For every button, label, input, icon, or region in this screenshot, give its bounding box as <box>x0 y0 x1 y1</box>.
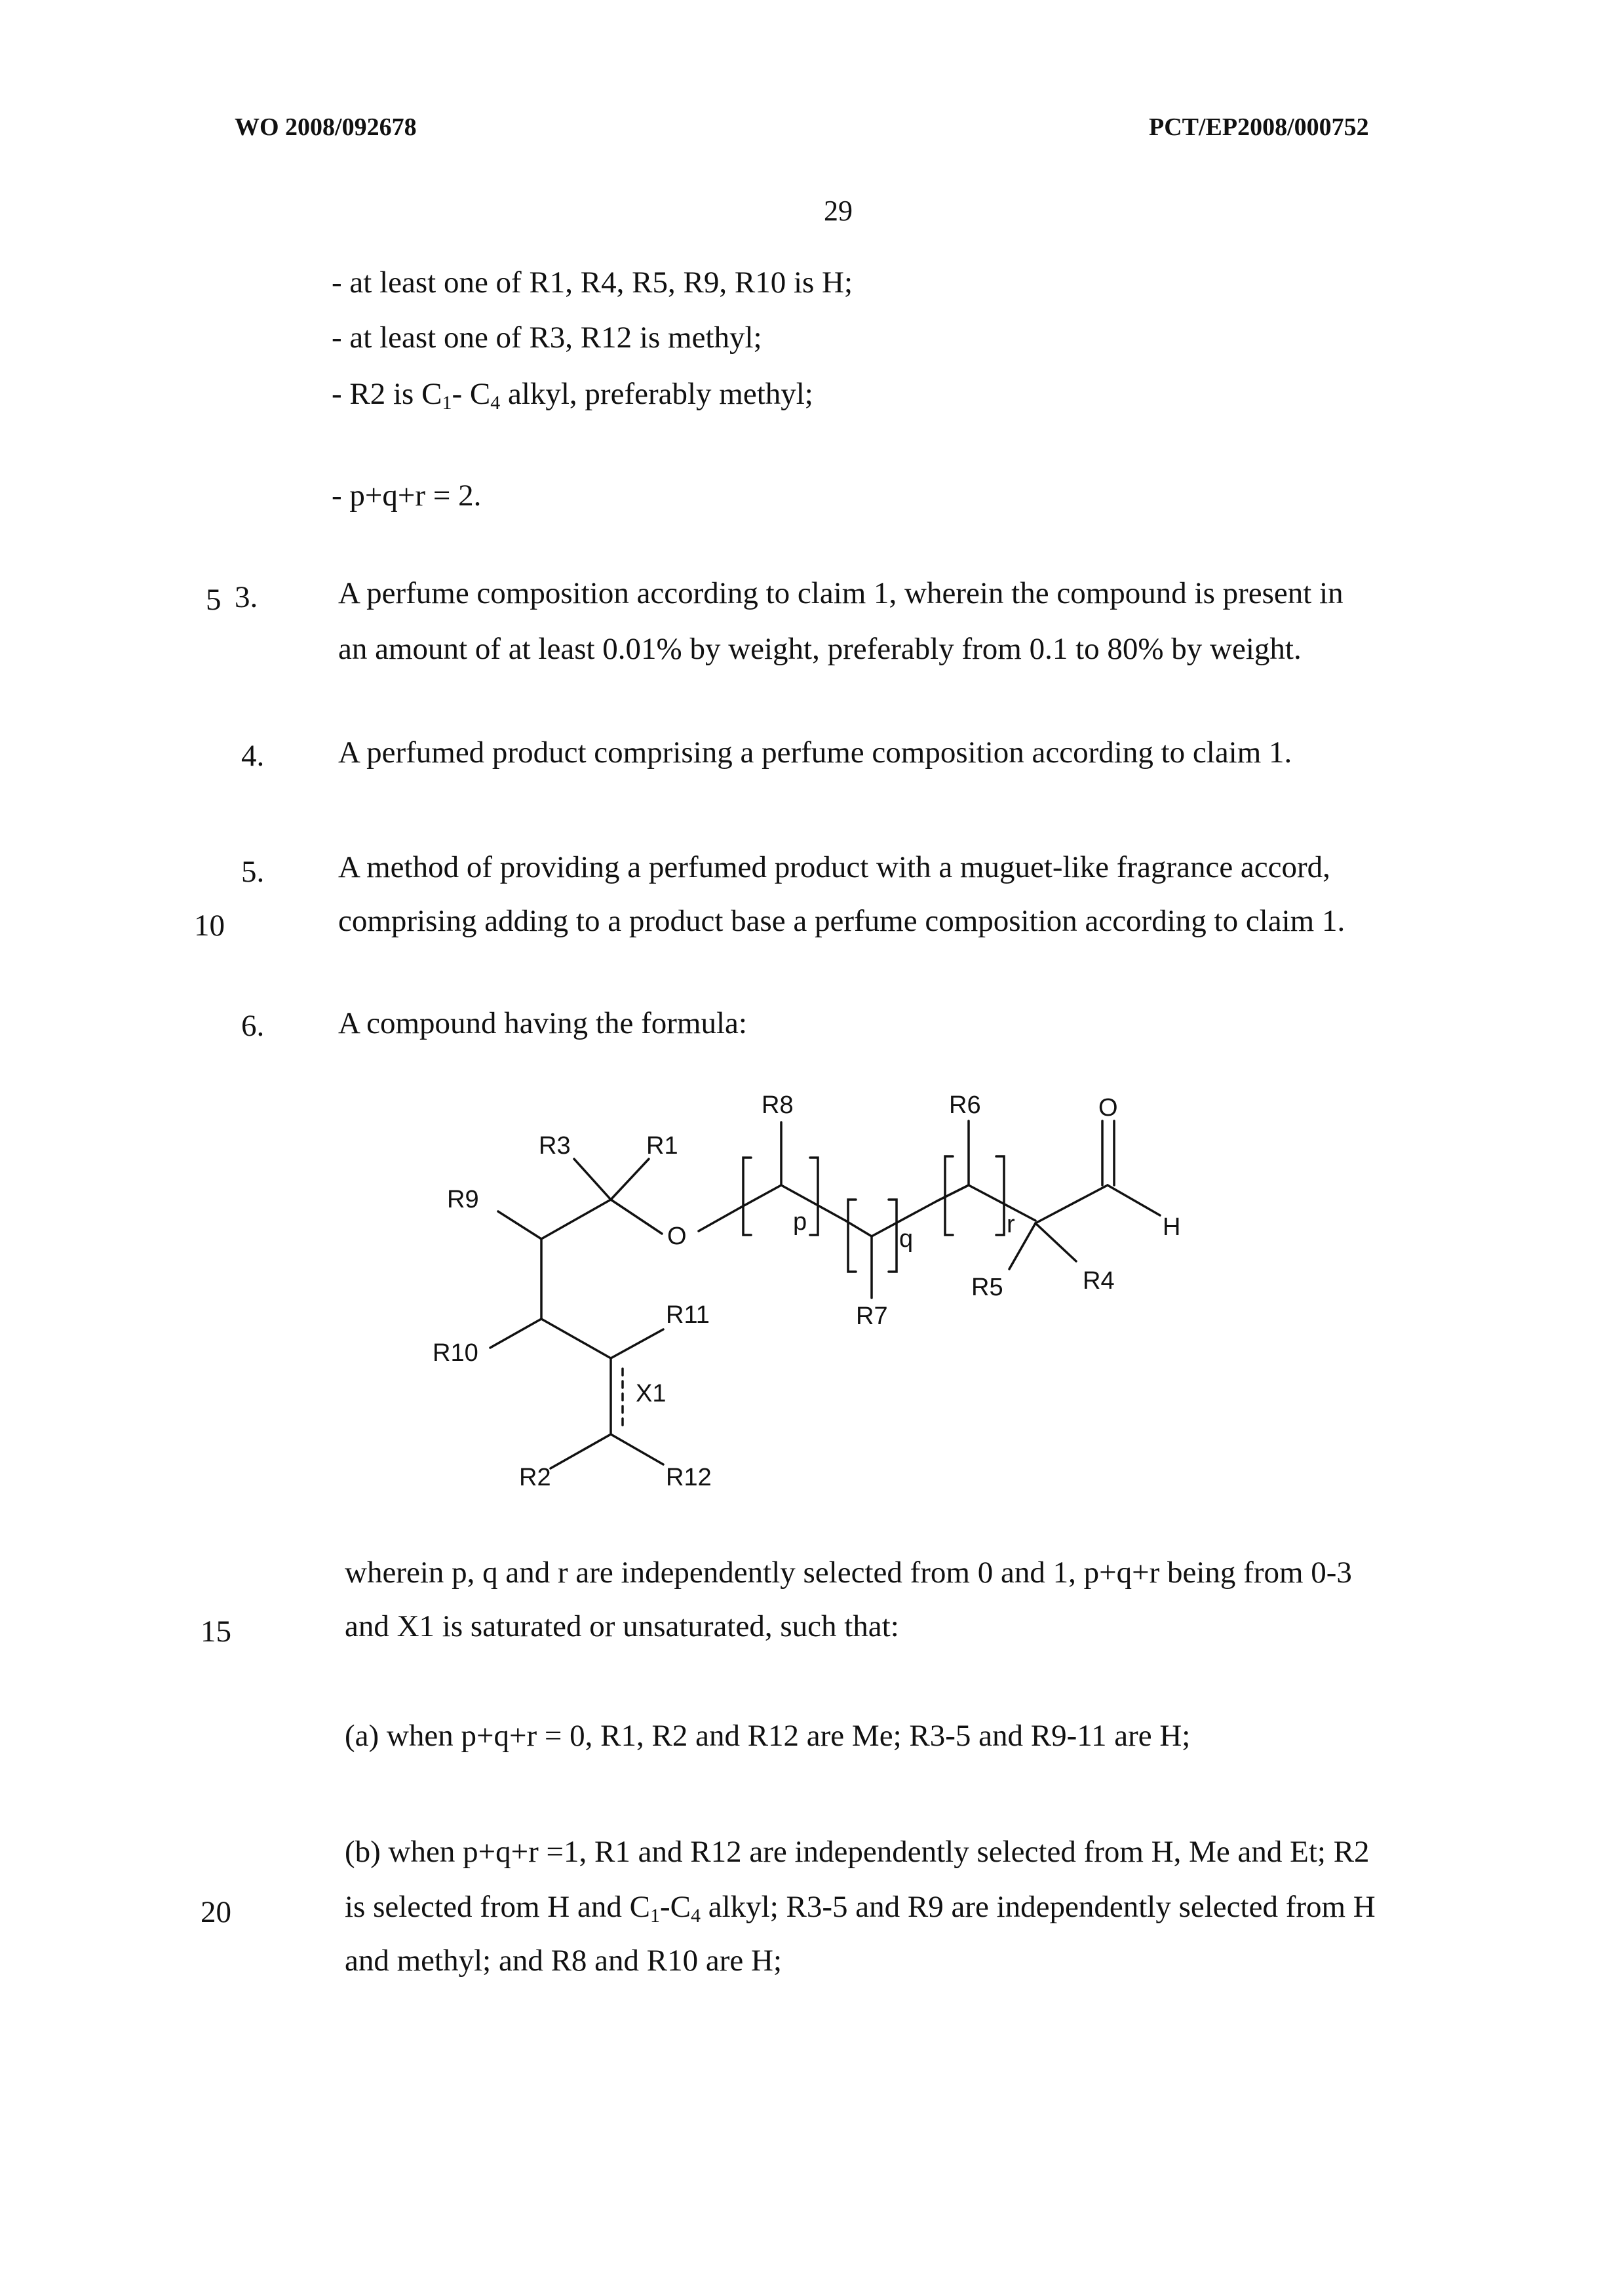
label-R6: R6 <box>949 1091 981 1119</box>
label-r: r <box>1007 1211 1015 1238</box>
claim-text: an amount of at least 0.01% by weight, preferably from 0.1 to 80% by weight. <box>338 632 1302 666</box>
label-q: q <box>899 1225 914 1253</box>
label-O-carbonyl: O <box>1098 1094 1118 1122</box>
condition-line: - at least one of R3, R12 is methyl; <box>332 321 762 355</box>
claim-number: 5. <box>241 855 265 889</box>
claim-text: and X1 is saturated or unsaturated, such that: <box>345 1609 899 1643</box>
label-R12: R12 <box>666 1464 712 1491</box>
chemical-structure <box>0 1075 1624 1534</box>
label-R5: R5 <box>971 1274 1003 1301</box>
claim-text: wherein p, q and r are independently selected from 0 and 1, p+q+r being from 0-3 <box>345 1556 1352 1590</box>
line-number: 20 <box>201 1895 231 1929</box>
condition-line: - p+q+r = 2. <box>332 479 482 513</box>
page-number: 29 <box>824 195 853 227</box>
condition-line: - at least one of R1, R4, R5, R9, R10 is H; <box>332 265 853 300</box>
claim-condition-b: (b) when p+q+r =1, R1 and R12 are independently selected from H, Me and Et; R2 <box>345 1835 1370 1869</box>
label-R1: R1 <box>646 1132 678 1160</box>
claim-text: comprising adding to a product base a perfume composition according to claim 1. <box>338 904 1345 938</box>
claim-text: A method of providing a perfumed product with a muguet-like fragrance accord, <box>338 850 1330 884</box>
label-O-ether: O <box>667 1223 687 1250</box>
claim-number: 3. <box>235 580 258 614</box>
label-R8: R8 <box>762 1091 794 1119</box>
header-application-number: PCT/EP2008/000752 <box>1149 113 1369 141</box>
claim-text: A compound having the formula: <box>338 1006 747 1040</box>
claim-text: A perfume composition according to claim 1, wherein the compound is present in <box>338 576 1344 610</box>
label-X1: X1 <box>636 1380 667 1407</box>
claim-number: 6. <box>241 1009 265 1043</box>
line-number: 15 <box>201 1615 231 1649</box>
label-R3: R3 <box>539 1132 571 1160</box>
label-R7: R7 <box>856 1303 888 1330</box>
claim-number: 4. <box>241 739 265 773</box>
line-number: 10 <box>194 909 225 943</box>
condition-line: - R2 is $C_1-$ $C_4$ alkyl, preferably methyl; <box>332 377 813 414</box>
header-publication-number: WO 2008/092678 <box>235 113 417 141</box>
label-H: H <box>1163 1213 1181 1241</box>
label-R10: R10 <box>433 1339 478 1367</box>
claim-condition-b: is selected from H and $C_1-C_4$ alkyl; R3-5 and R9 are independently selected from H <box>345 1890 1376 1927</box>
label-R2: R2 <box>519 1464 551 1491</box>
claim-condition-a: (a) when p+q+r = 0, R1, R2 and R12 are Me; R3-5 and R9-11 are H; <box>345 1719 1191 1753</box>
line-number: 5 <box>206 583 222 617</box>
label-R9: R9 <box>447 1186 479 1213</box>
claim-condition-b: and methyl; and R8 and R10 are H; <box>345 1944 782 1978</box>
label-p: p <box>793 1208 807 1236</box>
claim-text: A perfumed product comprising a perfume composition according to claim 1. <box>338 735 1292 770</box>
label-R4: R4 <box>1083 1267 1115 1295</box>
label-R11: R11 <box>666 1301 710 1329</box>
